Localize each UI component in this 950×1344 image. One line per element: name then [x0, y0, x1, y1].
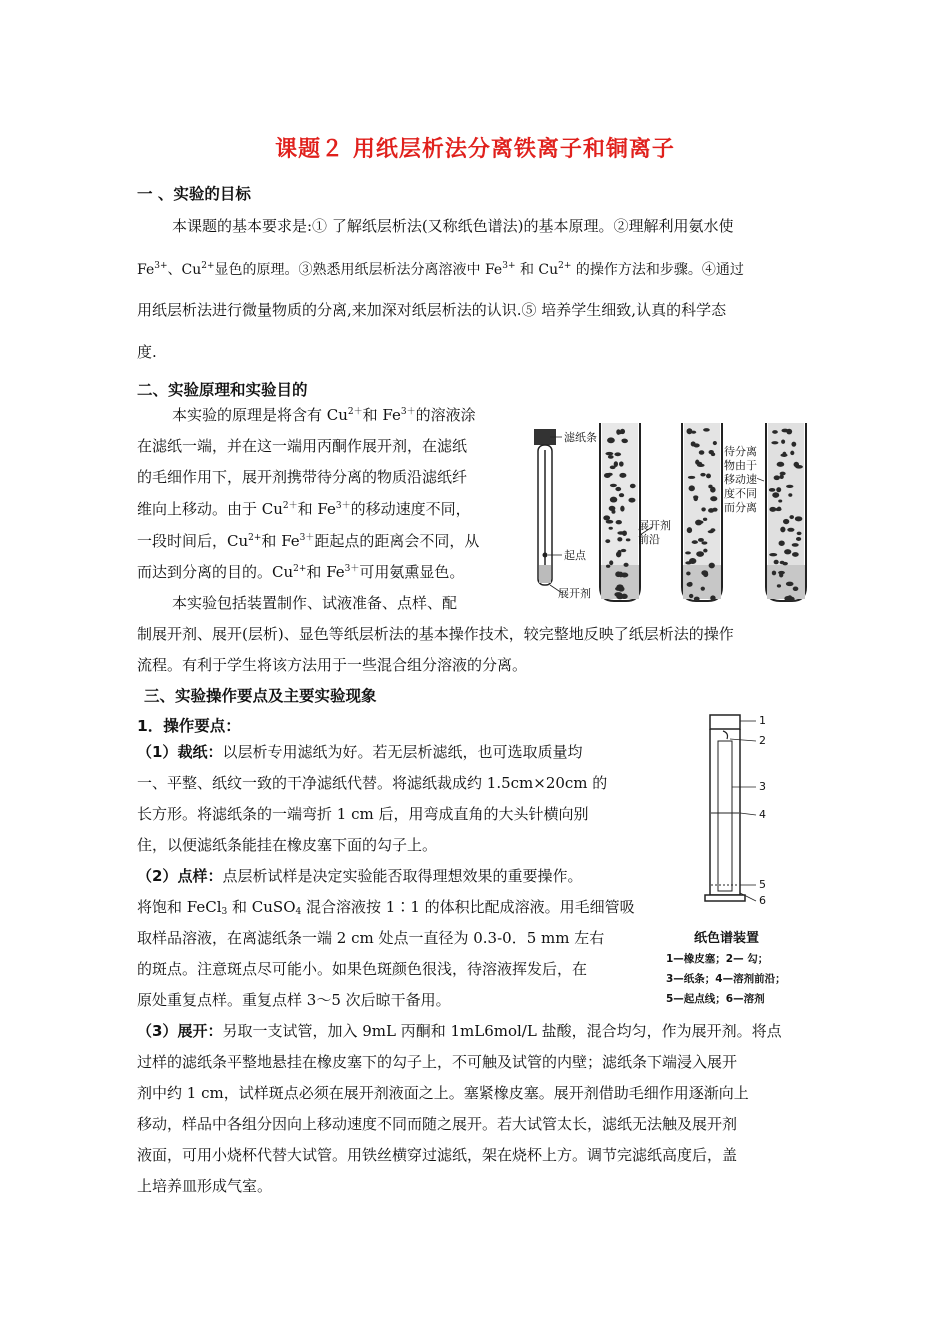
texture-spot — [701, 570, 708, 575]
s2-line-5: 一段时间后，$Cu^{2+}$和 $Fe^{3+}$距起点的距离会不同，从 — [137, 532, 480, 550]
texture-spot — [689, 485, 695, 491]
s1-line-2: $Fe^{3+}$、$Cu^{2+}$显色的原理。③熟悉用纸层析法分离溶液中 $Fe^{3+}$ 和 $Cu^{2+}$ 的操作方法和步骤。④通过 — [137, 261, 744, 278]
texture-spot — [620, 429, 625, 434]
texture-spot — [790, 451, 794, 455]
texture-spot — [607, 437, 615, 443]
texture-spot — [619, 461, 624, 466]
s2-line-9: 流程。有利于学生将该方法用于一些混合组分溶液的分离。 — [137, 656, 528, 674]
texture-spot — [789, 515, 794, 519]
s1-line-4: 度. — [137, 343, 157, 361]
apparatus-illustration — [660, 705, 820, 910]
s3-cut-line-2: 一、平整、纸纹一致的干净滤纸代替。将滤纸裁成约 1.5cm×20cm 的 — [137, 774, 608, 792]
texture-spot — [614, 452, 621, 456]
label-separation-note: 待分离 物由于 移动速 度不同 而分离 — [724, 445, 757, 514]
tube3-solvent — [683, 565, 721, 599]
texture-spot — [710, 595, 715, 600]
texture-spot — [792, 552, 799, 557]
texture-spot — [710, 496, 717, 501]
texture-spot — [603, 515, 610, 520]
texture-spot — [610, 484, 617, 487]
texture-spot — [700, 473, 705, 477]
s3-develop-line-3: 剂中约 1 cm，试样斑点必须在展开剂液面之上。塞紧橡皮塞。展开剂借助毛细作用逐渐向上 — [137, 1084, 749, 1102]
apparatus-num-2: 2 — [759, 734, 766, 747]
texture-spot — [701, 587, 705, 591]
texture-spot — [780, 527, 785, 533]
s2-line-2: 在滤纸一端，并在这一端用丙酮作展开剂，在滤纸 — [137, 437, 468, 455]
texture-spot — [774, 475, 780, 480]
tube1-solvent — [539, 565, 551, 583]
texture-spot — [696, 551, 704, 557]
texture-spot — [797, 532, 802, 536]
texture-spot — [774, 560, 779, 564]
texture-spot — [619, 473, 626, 478]
label-solvent: 展开剂 — [558, 587, 591, 600]
texture-spot — [617, 531, 624, 534]
apparatus-num-5: 5 — [759, 878, 766, 891]
texture-spot — [616, 594, 624, 599]
label-front-2: 前沿 — [638, 533, 660, 546]
s3-develop-line-2: 过样的滤纸条平整地悬挂在橡皮塞下的勾子上，不可触及试管的内壁；滤纸条下端浸入展开 — [137, 1053, 738, 1071]
texture-spot — [778, 499, 782, 502]
texture-spot — [609, 560, 613, 565]
texture-spot — [621, 572, 629, 577]
s2-line-6: 而达到分离的目的。$Cu^{2+}$和 $Fe^{3+}$可用氨熏显色。 — [137, 563, 465, 581]
hook — [723, 731, 728, 739]
texture-spot — [616, 429, 620, 435]
texture-spot — [769, 507, 776, 512]
texture-spot — [777, 584, 781, 587]
rubber-stopper — [710, 715, 740, 729]
s2-line-7: 本实验包括装置制作、试液准备、点样、配 — [172, 594, 458, 612]
texture-spot — [689, 594, 693, 598]
texture-spot — [703, 549, 707, 553]
texture-spot — [787, 528, 794, 532]
s3-cut-line-1: （1）裁纸：以层析专用滤纸为好。若无层析滤纸，也可选取质量均 — [137, 743, 583, 761]
texture-spot — [703, 518, 707, 521]
s2-line-1: 本实验的原理是将含有 $Cu^{2+}$和 $Fe^{3+}$的溶液涂 — [172, 406, 476, 424]
texture-spot — [708, 485, 712, 489]
texture-spot — [609, 527, 613, 530]
texture-spot — [688, 476, 695, 479]
texture-spot — [795, 516, 803, 521]
operation-points-heading: 1．操作要点： — [137, 717, 241, 735]
s1-line-3: 用纸层析法进行微量物质的分离,来加深对纸层析法的认识.⑤ 培养学生细致,认真的科学态 — [137, 301, 727, 319]
texture-spot — [772, 430, 778, 434]
texture-spot — [620, 506, 624, 512]
s3-cut-line-3: 长方形。将滤纸条的一端弯折 1 cm 后，用弯成直角的大头针横向别 — [137, 805, 589, 823]
texture-spot — [780, 454, 787, 457]
tube4-solvent — [767, 565, 805, 599]
texture-spot — [685, 561, 691, 564]
apparatus-caption: 纸色谱装置 — [694, 931, 760, 946]
texture-spot — [626, 538, 631, 541]
texture-spot — [786, 485, 793, 488]
texture-spot — [608, 455, 614, 459]
texture-spot — [779, 573, 783, 578]
section-1-heading: 一 、实验的目标 — [137, 185, 251, 203]
s3-develop-line-4: 移动，样品中各组分因向上移动速度不同而随之展开。若大试管太长，滤纸无法触及展开剂 — [137, 1115, 738, 1133]
texture-spot — [780, 561, 785, 564]
texture-spot — [777, 462, 785, 467]
texture-spot — [610, 465, 616, 469]
texture-spot — [796, 537, 801, 541]
texture-spot — [605, 539, 610, 543]
texture-spot — [615, 487, 621, 491]
apparatus-legend: 1—橡皮塞；2— 勾； 3—纸条；4—溶剂前沿； 5—起点线；6—溶剂 — [666, 953, 786, 1005]
texture-spot — [713, 441, 717, 445]
chromatography-figure — [528, 415, 818, 605]
texture-spot — [691, 431, 696, 434]
texture-spot — [769, 488, 775, 492]
apparatus-figure — [660, 705, 820, 1005]
texture-spot — [786, 429, 792, 435]
texture-spot — [610, 497, 617, 503]
section-3-heading: 三、实验操作要点及主要实验现象 — [144, 687, 377, 705]
test-tube — [710, 729, 740, 895]
texture-spot — [711, 453, 715, 456]
s2-line-4: 维向上移动。由于 $Cu^{2+}$和 $Fe^{3+}$的移动速度不同， — [137, 500, 471, 518]
texture-spot — [772, 571, 776, 576]
texture-spot — [616, 520, 622, 524]
texture-spot — [605, 452, 613, 456]
texture-spot — [784, 596, 792, 601]
texture-spot — [708, 508, 714, 513]
texture-spot — [769, 553, 777, 556]
section-2-heading: 二、实验原理和实验目的 — [137, 381, 308, 399]
s2-line-3: 的毛细作用下，展开剂携带待分离的物质沿滤纸纤 — [137, 468, 468, 486]
texture-spot — [777, 507, 781, 511]
label-origin: 起点 — [564, 549, 586, 562]
texture-spot — [618, 586, 625, 591]
texture-spot — [687, 428, 693, 434]
texture-spot — [698, 521, 704, 524]
texture-spot — [701, 541, 707, 544]
s3-spot-line-2: 将饱和 FeCl$_3$ 和 CuSO$_4$ 混合溶液按 1∶1 的体积比配成溶液。用毛细管吸 — [137, 898, 635, 917]
s3-develop-line-5: 液面，可用小烧杯代替大试管。用铁丝横穿过滤纸，架在烧杯上方。调节完滤纸高度后，盖 — [137, 1146, 738, 1164]
s3-spot-line-4: 的斑点。注意斑点尽可能小。如果色斑颜色很浅，待溶液挥发后，在 — [137, 960, 588, 978]
texture-spot — [685, 551, 691, 554]
texture-spot — [788, 493, 792, 497]
texture-spot — [792, 543, 799, 547]
s3-develop-line-1: （3）展开：另取一支试管，加入 9mL 丙酮和 1mL6mol/L 盐酸，混合均匀，作为展开剂。将点 — [137, 1022, 782, 1040]
s3-spot-line-3: 取样品溶液，在离滤纸条一端 2 cm 处点一直径为 0.3-0．5 mm 左右 — [137, 929, 605, 947]
texture-spot — [622, 439, 628, 443]
texture-spot — [703, 428, 710, 432]
texture-spot — [686, 571, 690, 575]
texture-spot — [699, 450, 705, 455]
texture-spot — [628, 498, 635, 503]
apparatus-num-3: 3 — [759, 780, 766, 793]
texture-spot — [783, 519, 789, 524]
texture-spot — [706, 474, 711, 479]
texture-spot — [693, 496, 698, 501]
texture-spot — [694, 597, 700, 602]
texture-spot — [606, 565, 610, 568]
texture-spot — [776, 487, 781, 492]
tube-base — [705, 895, 745, 901]
texture-spot — [791, 442, 796, 447]
texture-spot — [687, 527, 692, 533]
texture-spot — [688, 582, 693, 586]
texture-spot — [779, 541, 785, 546]
page-title: 课题２ 用纸层析法分离铁离子和铜离子 — [275, 137, 675, 162]
texture-spot — [616, 552, 621, 558]
apparatus-num-1: 1 — [759, 714, 766, 727]
texture-spot — [772, 492, 779, 498]
texture-spot — [698, 538, 704, 542]
texture-spot — [697, 462, 703, 465]
texture-spot — [709, 563, 715, 569]
tube2-paper — [602, 423, 638, 588]
s3-spot-line-1: （2）点样：点层析试样是决定实验能否取得理想效果的重要操作。 — [137, 867, 583, 885]
texture-spot — [621, 549, 627, 552]
texture-spot — [617, 537, 622, 541]
texture-spot — [693, 443, 699, 447]
texture-spot — [619, 493, 624, 497]
texture-spot — [624, 563, 629, 567]
s3-develop-line-6: 上培养皿形成气室。 — [137, 1177, 273, 1195]
texture-spot — [786, 582, 794, 587]
texture-spot — [630, 484, 636, 488]
s3-spot-line-5: 原处重复点样。重复点样 3～5 次后晾干备用。 — [137, 991, 451, 1009]
label-front-1: 展开剂 — [638, 519, 671, 532]
texture-spot — [771, 441, 778, 444]
texture-spot — [692, 540, 698, 544]
s3-cut-line-4: 住，以便滤纸条能挂在橡皮塞下面的勾子上。 — [137, 836, 438, 854]
texture-spot — [708, 530, 714, 533]
texture-spot — [781, 440, 785, 444]
s2-line-8: 制展开剂、展开(层析)、显色等纸层析法的基本操作技术，较完整地反映了纸层析法的操作 — [137, 625, 734, 643]
s1-line-1: 本课题的基本要求是:① 了解纸层析法(又称纸色谱法)的基本原理。②理解利用氨水使 — [172, 217, 734, 235]
texture-spot — [701, 507, 705, 511]
texture-spot — [793, 586, 799, 591]
apparatus-num-6: 6 — [759, 894, 766, 907]
texture-spot — [604, 473, 611, 478]
texture-spot — [780, 472, 786, 476]
tube1-origin-dot — [543, 553, 548, 558]
texture-spot — [794, 462, 800, 467]
apparatus-num-4: 4 — [759, 808, 766, 821]
texture-spot — [611, 510, 615, 514]
paper-strip — [718, 741, 732, 891]
texture-spot — [784, 549, 791, 554]
label-paper-strip: 滤纸条 — [564, 431, 597, 444]
